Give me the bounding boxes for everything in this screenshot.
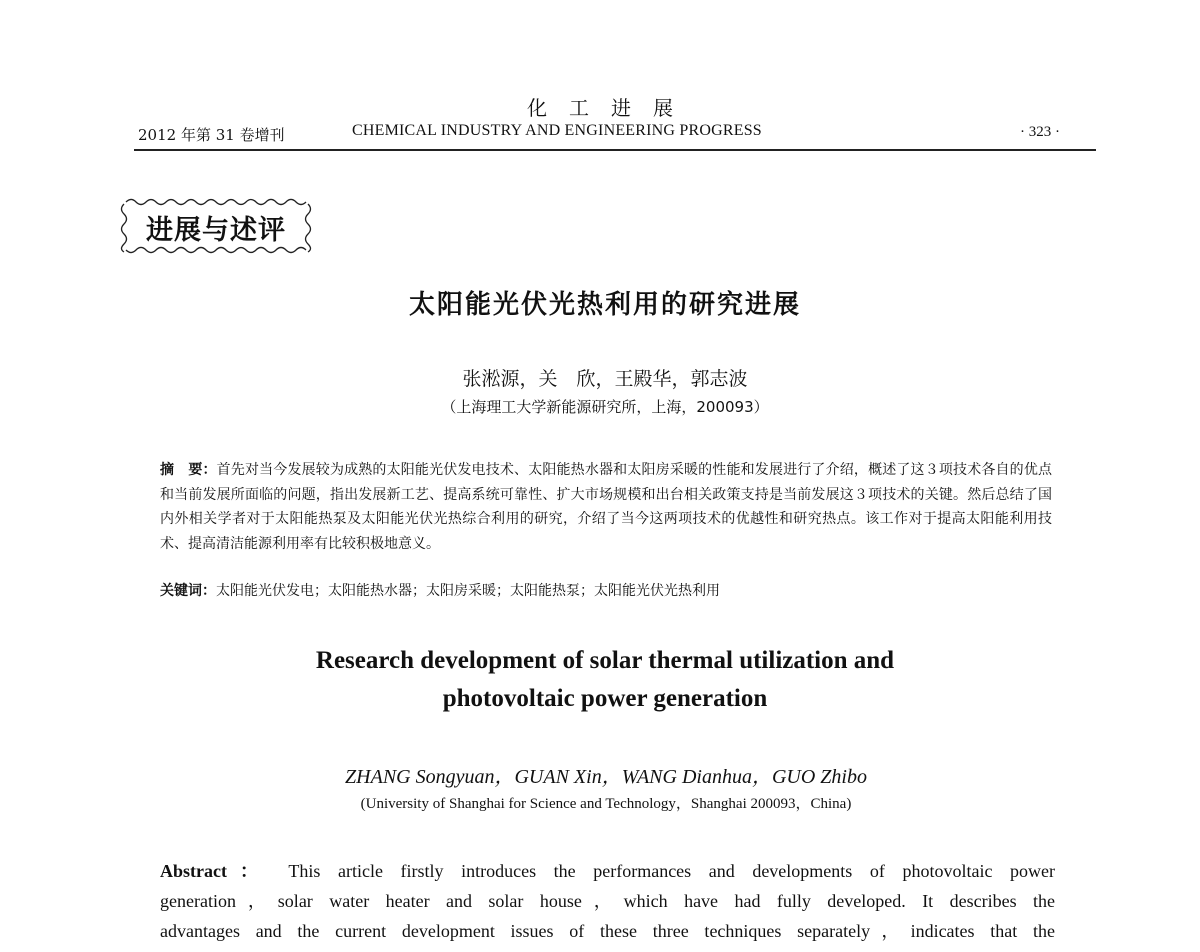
- abstract-en-line-text: This article firstly introduces the performances and developments of photovoltaic power: [288, 861, 1055, 881]
- article-title-en-line2: photovoltaic power generation: [442, 685, 768, 712]
- header-rule: [134, 149, 1096, 151]
- article-title-en-line1: Research development of solar thermal utilization and: [315, 647, 895, 674]
- page-number: · 323 ·: [1020, 124, 1060, 140]
- section-tag-label: 进展与述评: [146, 215, 286, 246]
- abstract-en: [160, 856, 1055, 946]
- keywords-cn-label: 关键词：: [160, 583, 216, 599]
- article-title-en: [0, 642, 1200, 718]
- journal-name-en: CHEMICAL INDUSTRY AND ENGINEERING PROGRESS: [352, 122, 762, 139]
- affiliation-en: (University of Shanghai for Science and Technology，Shanghai 200093，China): [360, 796, 852, 812]
- abstract-en-line: advantages and the current development issues of these three techniques separately，indicates that the: [160, 921, 1055, 941]
- abstract-cn-text: 首先对当今发展较为成熟的太阳能光伏发电技术、太阳能热水器和太阳房采暖的性能和发展进行了介绍，概述了这３项技术各自的优点和当前发展所面临的问题，指出发展新工艺、提高系统可靠性、扩大市场规模和出台相关政策支持是当前发展这３项技术的关键。然后总结了国内外相关学者对于太阳能热泵及太阳能光伏光热综合利用的研究，介绍了当今这两项技术的优越性和研究热点。该工作对于提高太阳能利用技术、提高清洁能源利用率有比较积极地意义。: [160, 462, 1053, 552]
- authors-cn: 张淞源，关 欣，王殿华，郭志波: [462, 368, 748, 390]
- abstract-en-line: generation，solar water heater and solar house，which have had fully developed. It describes the: [160, 891, 1055, 911]
- journal-name-cn: 化工进展: [527, 96, 695, 120]
- keywords-cn: [160, 580, 1052, 600]
- article-title-cn: 太阳能光伏光热利用的研究进展: [408, 290, 801, 320]
- issue-info: 2012 年第 31 卷增刊: [138, 126, 285, 144]
- authors-en: ZHANG Songyuan，GUAN Xin，WANG Dianhua，GUO Zhibo: [345, 766, 867, 788]
- abstract-en-label: Abstract：: [160, 861, 272, 881]
- abstract-cn: [160, 458, 1052, 556]
- section-tag: [118, 196, 314, 256]
- affiliation-cn: （上海理工大学新能源研究所，上海，200093）: [441, 398, 769, 416]
- keywords-cn-text: 太阳能光伏发电；太阳能热水器；太阳房采暖；太阳能热泵；太阳能光伏光热利用: [216, 583, 720, 599]
- abstract-en-line: [160, 856, 1055, 886]
- abstract-cn-label: 摘 要：: [160, 462, 217, 478]
